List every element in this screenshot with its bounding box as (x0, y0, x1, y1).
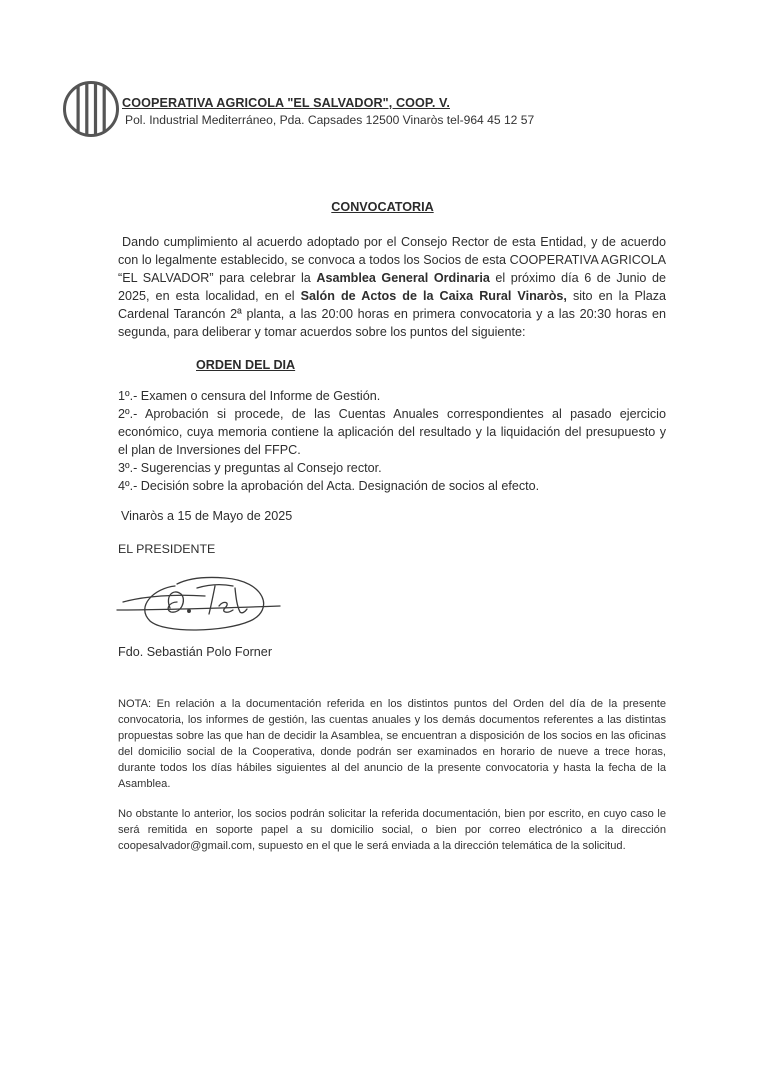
agenda-item: 3º.- Sugerencias y preguntas al Consejo rector. (118, 461, 382, 475)
handwritten-signature (115, 566, 285, 638)
signer-name: Fdo. Sebastián Polo Forner (118, 645, 273, 659)
intro-bold-assembly: Asamblea General Ordinaria (316, 271, 490, 285)
note-paragraph: NOTA: En relación a la documentación referida en los distintos puntos del Orden del día de la presente convocatoria, los informes de gestión, las cuentas anuales y los demás documentos referentes a las distintas propuestas sobre las que han de decidir la Asamblea, se encuentran a disposición de los socios en las oficinas del domicilio social de la Cooperativa, donde podrán ser examinados en horario de nueve a trece horas, durante todos los días hábiles siguientes al del anuncio de la presente convocatoria y hasta la fecha de la Asamblea. (118, 698, 666, 790)
date-line: Vinaròs a 15 de Mayo de 2025 (121, 509, 293, 523)
agenda-list (118, 387, 666, 495)
agenda-item: 1º.- Examen o censura del Informe de Gestión. (118, 389, 381, 403)
agenda-heading: ORDEN DEL DIA (196, 358, 296, 372)
intro-text-2: el próximo día 6 de Junio de 2025, en esta localidad, en el (118, 271, 666, 303)
striped-circle-logo-icon (62, 80, 120, 138)
intro-text-3: sito en la Plaza Cardenal Tarancón 2ª planta, a las 20:00 horas en primera convocatoria y a las 20:30 horas en segunda, para deliberar y tomar acuerdos sobre los puntos del siguiente: (118, 289, 666, 339)
organization-address: Pol. Industrial Mediterráneo, Pda. Capsades 12500 Vinaròs tel-964 45 12 57 (125, 113, 535, 127)
document-title: CONVOCATORIA (331, 200, 434, 214)
organization-name: COOPERATIVA AGRICOLA "EL SALVADOR", COOP. V. (122, 96, 450, 110)
letterhead (62, 80, 702, 140)
intro-text-1: Dando cumplimiento al acuerdo adoptado por el Consejo Rector de esta Entidad, y de acuerdo con lo legalmente establecido, se convoca a todos los Socios de esta COOPERATIVA AGRICOLA “EL SALVADOR” para celebrar la (118, 235, 666, 285)
agenda-item: 4º.- Decisión sobre la aprobación del Acta. Designación de socios al efecto. (118, 479, 540, 493)
intro-paragraph (118, 233, 666, 341)
note-paragraph-2: No obstante lo anterior, los socios podrán solicitar la referida documentación, bien por escrito, en cuyo caso le será remitida en soporte papel a su domicilio social, o bien por correo electrónico a la dirección coopesalvador@gmail.com, supuesto en el que le será enviada a la dirección telemática de la solicitud. (118, 808, 666, 852)
agenda-item: 2º.- Aprobación si procede, de las Cuentas Anuales correspondientes al pasado ejercicio económico, cuya memoria contiene la aplicación del resultado y la liquidación del presupuesto y el plan de Inversiones del FFPC. (118, 407, 666, 457)
president-label: EL PRESIDENTE (118, 542, 216, 556)
intro-bold-venue: Salón de Actos de la Caixa Rural Vinaròs, (300, 289, 567, 303)
